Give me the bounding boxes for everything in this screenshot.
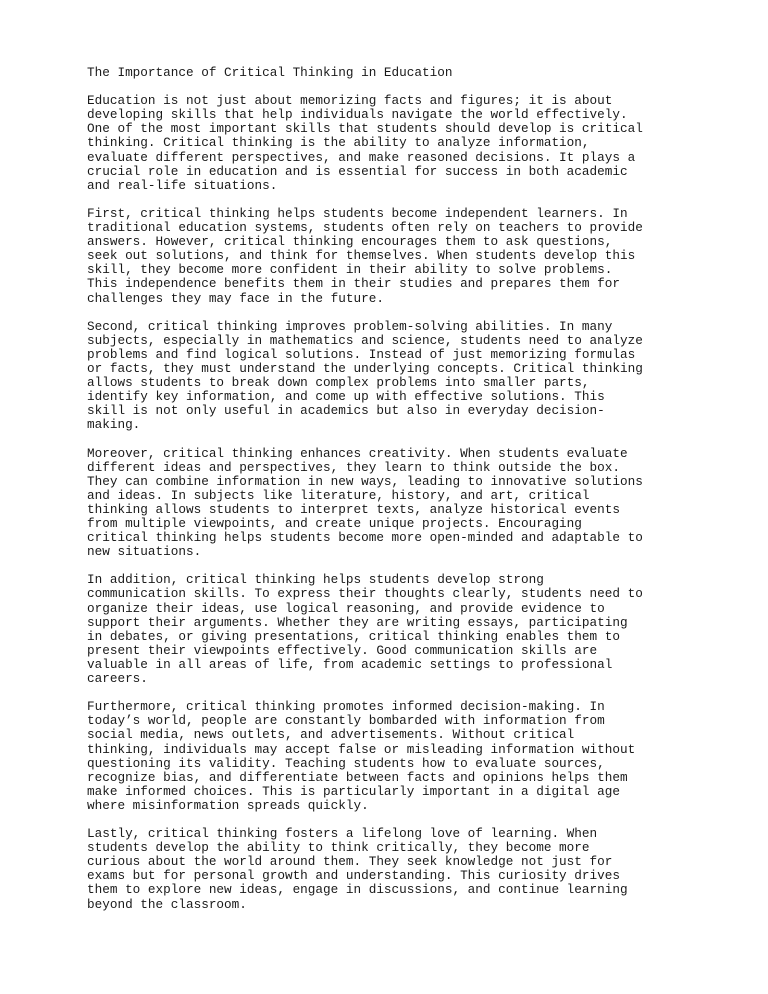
- text-line: This independence benefits them in their studies and prepares them for: [87, 276, 620, 292]
- text-line: valuable in all areas of life, from academic settings to professional: [87, 656, 613, 672]
- text-line: them to explore new ideas, engage in discussions, and continue learning: [87, 882, 628, 898]
- paragraph-communication: [87, 573, 687, 686]
- text-line: subjects, especially in mathematics and science, students need to analyze: [87, 332, 643, 348]
- text-line: traditional education systems, students often rely on teachers to provide: [87, 220, 643, 236]
- text-line: One of the most important skills that students should develop is critical: [87, 121, 643, 137]
- text-line: Moreover, critical thinking enhances creativity. When students evaluate: [87, 445, 628, 461]
- text-line: different ideas and perspectives, they learn to think outside the box.: [87, 459, 620, 475]
- text-line: where misinformation spreads quickly.: [87, 797, 369, 813]
- text-line: Second, critical thinking improves problem-solving abilities. In many: [87, 318, 613, 334]
- paragraph-lifelong-learning: [87, 827, 687, 912]
- text-line: In addition, critical thinking helps students develop strong: [87, 572, 544, 588]
- paragraph-intro: [87, 94, 687, 193]
- text-line: organize their ideas, use logical reasoning, and provide evidence to: [87, 600, 605, 616]
- text-line: communication skills. To express their thoughts clearly, students need to: [87, 586, 643, 602]
- text-line: curious about the world around them. They seek knowledge not just for: [87, 854, 613, 870]
- text-line: students develop the ability to think critically, they become more: [87, 840, 590, 856]
- text-line: answers. However, critical thinking encourages them to ask questions,: [87, 234, 613, 250]
- text-line: challenges they may face in the future.: [87, 290, 384, 306]
- text-line: thinking, individuals may accept false or misleading information without: [87, 741, 636, 757]
- text-line: skill is not only useful in academics but also in everyday decision-: [87, 403, 605, 419]
- text-line: make informed choices. This is particularly important in a digital age: [87, 783, 620, 799]
- text-line: allows students to break down complex problems into smaller parts,: [87, 375, 590, 391]
- text-line: careers.: [87, 671, 148, 687]
- text-line: from multiple viewpoints, and create unique projects. Encouraging: [87, 516, 582, 531]
- text-line: evaluate different perspectives, and make reasoned decisions. It plays a: [87, 149, 636, 165]
- document-title: The Importance of Critical Thinking in Education: [87, 65, 453, 80]
- text-line: exams but for personal growth and understanding. This curiosity drives: [87, 868, 620, 884]
- text-line: identify key information, and come up with effective solutions. This: [87, 389, 605, 405]
- text-line: beyond the classroom.: [87, 896, 247, 912]
- text-line: They can combine information in new ways, leading to innovative solutions: [87, 473, 643, 489]
- text-line: seek out solutions, and think for themselves. When students develop this: [87, 248, 636, 264]
- text-line: new situations.: [87, 544, 202, 560]
- text-line: Furthermore, critical thinking promotes informed decision-making. In: [87, 699, 605, 715]
- text-line: critical thinking helps students become more open-minded and adaptable to: [87, 530, 643, 546]
- document-body: [87, 66, 687, 926]
- paragraph-problem-solving: [87, 320, 687, 433]
- text-line: skill, they become more confident in their ability to solve problems.: [87, 262, 613, 278]
- text-line: Lastly, critical thinking fosters a lifelong love of learning. When: [87, 826, 598, 842]
- text-line: social media, news outlets, and advertisements. Without critical: [87, 727, 575, 743]
- text-line: and ideas. In subjects like literature, history, and art, critical: [87, 487, 590, 503]
- text-line: crucial role in education and is essential for success in both academic: [87, 163, 628, 179]
- text-line: and real-life situations.: [87, 177, 278, 193]
- paragraph-creativity: [87, 447, 687, 560]
- text-line: Education is not just about memorizing facts and figures; it is about: [87, 93, 613, 109]
- text-line: First, critical thinking helps students become independent learners. In: [87, 205, 628, 221]
- paragraph-decision-making: [87, 700, 687, 813]
- text-line: recognize bias, and differentiate between facts and opinions helps them: [87, 769, 628, 785]
- text-line: developing skills that help individuals navigate the world effectively.: [87, 107, 628, 123]
- text-line: questioning its validity. Teaching students how to evaluate sources,: [87, 755, 605, 771]
- text-line: today’s world, people are constantly bombarded with information from: [87, 713, 605, 729]
- text-line: or facts, they must understand the underlying concepts. Critical thinking: [87, 360, 643, 376]
- text-line: problems and find logical solutions. Instead of just memorizing formulas: [87, 346, 636, 362]
- text-line: thinking allows students to interpret texts, analyze historical events: [87, 501, 620, 517]
- text-line: in debates, or giving presentations, critical thinking enables them to: [87, 628, 620, 644]
- text-line: thinking. Critical thinking is the ability to analyze information,: [87, 135, 590, 151]
- text-line: making.: [87, 417, 141, 433]
- paragraph-independent-learners: [87, 207, 687, 306]
- text-line: support their arguments. Whether they are writing essays, participating: [87, 614, 628, 630]
- text-line: present their viewpoints effectively. Good communication skills are: [87, 642, 598, 658]
